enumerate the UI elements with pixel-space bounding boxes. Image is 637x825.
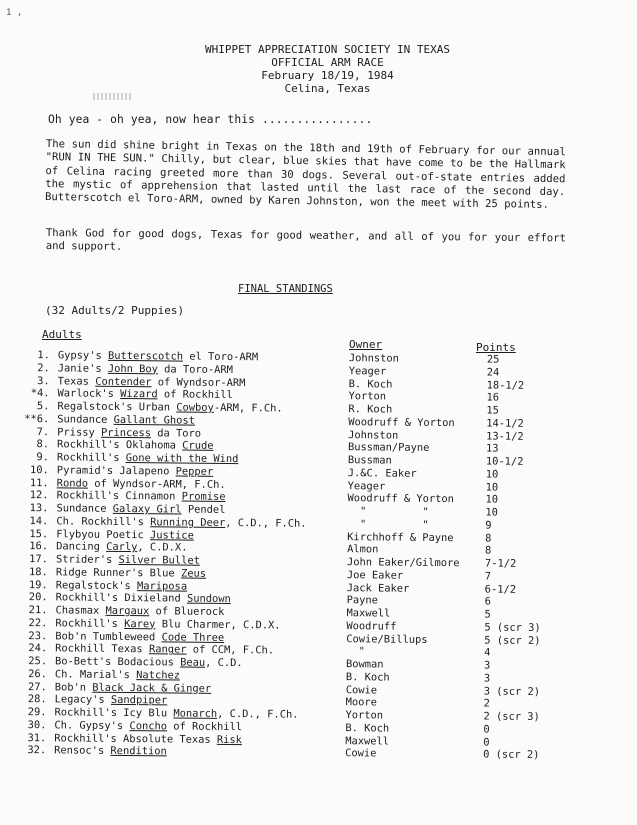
points-value: 7	[484, 570, 492, 583]
dog-call-name: Gallant Ghost	[113, 413, 196, 427]
points-value: 7-1/2	[484, 557, 517, 570]
placing-number: 28.	[27, 693, 47, 706]
placing-number: 2.	[37, 361, 50, 375]
dog-call-name: Carly	[106, 541, 138, 554]
dog-name-suffix: , C.D., F.Ch.	[217, 707, 299, 721]
dog-name	[56, 541, 187, 555]
points-value: 15	[486, 404, 500, 417]
points-value: 10	[485, 468, 499, 481]
dog-call-name: Gone with the Wind	[125, 452, 239, 466]
dog-name-suffix: of Wyndsor-ARM	[151, 375, 246, 389]
dog-call-name: Cowboy	[176, 401, 214, 414]
placing-number: 29.	[27, 706, 47, 719]
dog-call-name: John Boy	[107, 362, 158, 376]
dog-name-prefix: Rockhill's Oklahoma	[57, 438, 183, 452]
owner-name: Woodruff & Yorton	[348, 415, 455, 429]
dog-name-suffix: , C.D., F.Ch.	[225, 516, 307, 530]
owner-name: " "	[347, 505, 429, 518]
points-value: 25	[486, 353, 500, 366]
dog-name-prefix: Rockhill Texas	[55, 642, 150, 656]
dog-call-name: Princess	[100, 426, 152, 439]
dog-name-suffix: of Wyndsor-ARM, F.Ch.	[87, 477, 226, 491]
points-value: 14-1/2	[486, 417, 524, 430]
owner-name: Yeager	[347, 479, 386, 493]
dog-name-prefix: Rockhill's Absolute Texas	[54, 731, 217, 746]
points-value: 4	[484, 646, 491, 659]
placing-number: 10.	[30, 463, 49, 477]
dog-name-prefix: Rockhill's	[56, 451, 126, 465]
placing-number: *4.	[30, 387, 50, 400]
owner-name: Cowie/Billups	[346, 632, 428, 646]
placing-number: 8.	[36, 438, 50, 451]
points-value: 10-1/2	[485, 455, 524, 468]
owner-name: Moore	[345, 696, 377, 709]
placing-number: 23.	[28, 629, 48, 642]
dog-name-prefix: Pyramid's Jalapeno	[56, 464, 176, 478]
owner-name: Johnston	[348, 352, 400, 365]
dog-name-prefix: Flybyou Poetic	[56, 527, 151, 541]
placing-number: 20.	[28, 591, 48, 604]
dog-call-name: Wizard	[120, 388, 158, 401]
points-value: 5 (scr 3)	[484, 621, 541, 634]
points-value: 8	[485, 544, 492, 557]
placing-number: 24.	[28, 642, 48, 655]
dog-call-name: Galaxy Girl	[112, 502, 182, 516]
dog-name-prefix: Bob'n	[54, 680, 93, 694]
points-value: 6-1/2	[484, 582, 517, 596]
points-value: 0 (scr 2)	[483, 748, 540, 762]
dog-name-prefix: Rockhill's Cinnamon	[56, 489, 182, 503]
owner-name: Almon	[347, 543, 379, 556]
dog-name-prefix: Legacy's	[54, 693, 112, 707]
dog-call-name: Butterscotch	[107, 349, 184, 363]
dog-name-prefix: Ch. Rockhill's	[56, 515, 151, 529]
dog-call-name: Risk	[216, 733, 243, 746]
placing-number: 31.	[27, 731, 47, 744]
owner-name: Payne	[346, 594, 378, 607]
dog-name-suffix: of CCM, F.Ch.	[186, 643, 275, 657]
summary-paragraph: The sun did shine bright in Texas on the 18th and 19th of February for our annual "RUN IN THE SUN." Chilly, but clear, blue skies that have come to be the Hallmark of Celina racing greeted more than 30 dogs. Several out-of-state entries added the mystic of apprehension that lasted until the last race of the second day. Butterscotch el Toro-ARM, owned by Karen Johnston, won the meet with 25 points.	[44, 138, 566, 212]
dog-call-name: Contender	[95, 375, 152, 388]
owner-name: Johnston	[348, 428, 399, 442]
points-value: 10	[485, 506, 499, 519]
placing-number: 12.	[29, 489, 49, 502]
points-value: 10	[485, 480, 499, 494]
placing-number: 14.	[29, 514, 49, 528]
dog-name	[55, 694, 168, 708]
dog-call-name: Mariposa	[137, 579, 188, 593]
event-location: Celina, Texas	[284, 82, 371, 95]
dog-name-prefix: Bob'n Tumbleweed	[55, 629, 162, 643]
dog-name	[55, 668, 180, 682]
placing-number: 13.	[29, 502, 49, 515]
owner-name: J.&C. Eaker	[347, 466, 417, 480]
points-value: 9	[485, 519, 492, 532]
dog-call-name: Running Deer	[150, 516, 226, 529]
owner-name: B. Koch	[348, 377, 393, 391]
dog-name-suffix: of Rockhill	[166, 720, 243, 733]
standings-list	[16, 349, 620, 763]
points-value: 0	[483, 723, 490, 736]
dog-name	[54, 745, 167, 759]
owner-name: Woodruff & Yorton	[347, 492, 454, 506]
placing-number: 30.	[27, 718, 47, 732]
placing-number: 16.	[29, 540, 49, 553]
event-name: OFFICIAL ARM RACE	[271, 56, 384, 69]
dog-name-prefix: Ridge Runner's Blue	[55, 566, 182, 580]
dog-call-name: Zeus	[180, 567, 207, 580]
points-value: 13	[486, 442, 499, 455]
dog-call-name: Beau	[180, 656, 206, 669]
owner-name: " "	[347, 517, 429, 531]
points-value: 16	[486, 391, 500, 404]
owner-name: Woodruff	[346, 619, 397, 633]
points-value: 3	[483, 672, 491, 685]
owner-name: B. Koch	[345, 670, 390, 684]
points-value: 5 (scr 2)	[484, 633, 541, 647]
points-value: 6	[484, 595, 491, 608]
dog-call-name: Silver Bullet	[118, 553, 200, 567]
points-value: 18-1/2	[486, 378, 525, 392]
dog-name-prefix: Regalstock's	[55, 578, 138, 592]
dog-name-prefix: Rensoc's	[54, 744, 111, 758]
dog-call-name: Rendition	[110, 745, 167, 758]
dog-call-name: Natchez	[136, 668, 181, 682]
dog-name-suffix: el Toro-ARM	[183, 350, 259, 364]
owner-name: Kirchhoff & Payne	[347, 530, 454, 544]
dog-call-name: Ranger	[148, 643, 187, 656]
dog-call-name: Rondo	[56, 476, 89, 490]
points-value: 0	[483, 735, 490, 749]
dog-call-name: Concho	[129, 719, 168, 733]
owner-name: B. Koch	[345, 721, 390, 735]
placing-number: 27.	[27, 680, 47, 693]
owner-name: Cowie	[345, 747, 377, 760]
owner-name: Bussman	[347, 454, 392, 467]
dog-name-prefix: Chasmax	[55, 604, 106, 617]
dog-name-prefix: Sundance	[57, 413, 114, 426]
dog-call-name: Justice	[150, 528, 194, 542]
points-value: 8	[485, 531, 492, 545]
points-value: 3 (scr 2)	[483, 684, 541, 698]
placing-number: 7.	[36, 425, 50, 438]
adults-label: Adults	[42, 328, 82, 341]
dog-name-prefix: Sundance	[56, 502, 113, 515]
points-value: 13-1/2	[486, 429, 524, 443]
owner-name: Maxwell	[345, 734, 390, 748]
section-title: FINAL STANDINGS	[238, 283, 333, 295]
dog-call-name: Sandpiper	[110, 694, 168, 707]
dog-name-suffix: , C.D.	[205, 656, 243, 670]
placing-number: 22.	[28, 616, 48, 630]
dog-name-suffix: da Toro-ARM	[157, 363, 234, 376]
dog-name-suffix: of Bluerock	[149, 605, 225, 618]
owner-name: John Eaker/Gilmore	[346, 556, 460, 570]
ink-smudge	[93, 93, 131, 100]
dog-name-prefix: Ch. Gypsy's	[54, 719, 130, 732]
document-header	[0, 43, 637, 95]
placing-number: 18.	[29, 565, 48, 579]
dog-name-prefix: Ch. Marial's	[54, 668, 137, 681]
placing-number: 32.	[27, 744, 47, 757]
owner-column-header: Owner	[349, 338, 383, 351]
dog-name-prefix: Rockhill's Icy Blu	[54, 706, 174, 720]
dog-name-suffix: of Rockhill	[157, 388, 233, 402]
owner-name: Jack Eaker	[346, 581, 410, 595]
owner-name: R. Koch	[348, 403, 393, 416]
corner-mark: 1 ,	[6, 8, 23, 18]
dog-call-name: Promise	[181, 490, 226, 504]
points-value: 5	[484, 608, 491, 621]
placing-number: 1.	[37, 349, 50, 362]
placing-number: 25.	[28, 655, 48, 668]
dog-name-prefix: Strider's	[55, 553, 119, 566]
dog-name-prefix: Warlock's	[57, 387, 121, 401]
dog-name-suffix: Pendel	[181, 503, 226, 516]
points-value: 24	[486, 366, 500, 379]
owner-name: Yeager	[348, 364, 387, 378]
points-value: 2 (scr 3)	[483, 710, 540, 724]
points-column-header: Points	[476, 341, 516, 354]
dog-name-prefix: Texas	[57, 374, 96, 388]
points-value: 10	[485, 493, 499, 506]
owner-name: Maxwell	[346, 607, 391, 620]
dog-name-suffix: -ARM, F.Ch.	[213, 401, 283, 415]
dog-name-prefix: Janie's	[57, 362, 108, 375]
dog-call-name: Karey	[124, 617, 156, 631]
owner-name: "	[346, 645, 365, 658]
placing-number: 3.	[37, 374, 50, 387]
placing-number: 19.	[28, 578, 48, 591]
org-name: WHIPPET APPRECIATION SOCIETY IN TEXAS	[204, 43, 451, 56]
dog-name-suffix: da Toro	[150, 426, 202, 440]
dog-name-prefix: Gypsy's	[57, 349, 109, 362]
dog-name-prefix: Regalstock's Urban	[57, 400, 177, 414]
dog-name-prefix: Rockhill's Dixieland	[55, 591, 188, 605]
thanks-paragraph: Thank God for good dogs, Texas for good weather, and all of you for your effort and support.	[45, 227, 566, 254]
placing-number: 11.	[29, 476, 49, 489]
owner-name: Joe Eaker	[346, 568, 404, 582]
points-value: 2	[483, 697, 490, 710]
dog-call-name: Pepper	[175, 465, 214, 478]
entry-counts: (32 Adults/2 Puppies)	[45, 304, 185, 317]
owner-name: Yorton	[348, 390, 387, 403]
placing-number: 17.	[29, 553, 49, 566]
points-value: 3	[483, 659, 491, 672]
owner-name: Yorton	[345, 709, 384, 722]
dog-call-name: Sundown	[186, 592, 231, 606]
owner-name: Bussman/Payne	[348, 441, 430, 455]
dog-call-name: Margaux	[105, 604, 150, 618]
dog-name	[56, 579, 187, 593]
dog-call-name: Code Three	[161, 630, 225, 644]
dog-name-prefix: Dancing	[56, 540, 107, 554]
placing-number: 9.	[36, 451, 50, 464]
dog-name-suffix: , C.D.X.	[137, 541, 188, 554]
owner-name: Cowie	[345, 683, 378, 696]
dog-call-name: Black Jack & Ginger	[92, 681, 212, 695]
owner-name: Bowman	[345, 658, 384, 671]
dog-name-suffix: Blu Charmer, C.D.X.	[155, 618, 281, 632]
dog-name-prefix: Bo-Bett's Bodacious	[54, 655, 181, 669]
dog-call-name: Monarch	[173, 707, 218, 720]
dog-call-name: Crude	[182, 439, 214, 453]
placing-number: 26.	[28, 667, 47, 681]
placing-number: **6.	[24, 412, 50, 426]
placing-number: 5.	[36, 400, 50, 413]
dog-name-prefix: Prissy	[57, 425, 102, 439]
placing-number: 21.	[28, 604, 48, 617]
event-date: February 18/19, 1984	[261, 69, 394, 82]
intro-line: Oh yea - oh yea, now hear this ................	[48, 113, 373, 126]
placing-number: 15.	[29, 527, 49, 540]
dog-name-prefix: Rockhill's	[55, 617, 125, 630]
